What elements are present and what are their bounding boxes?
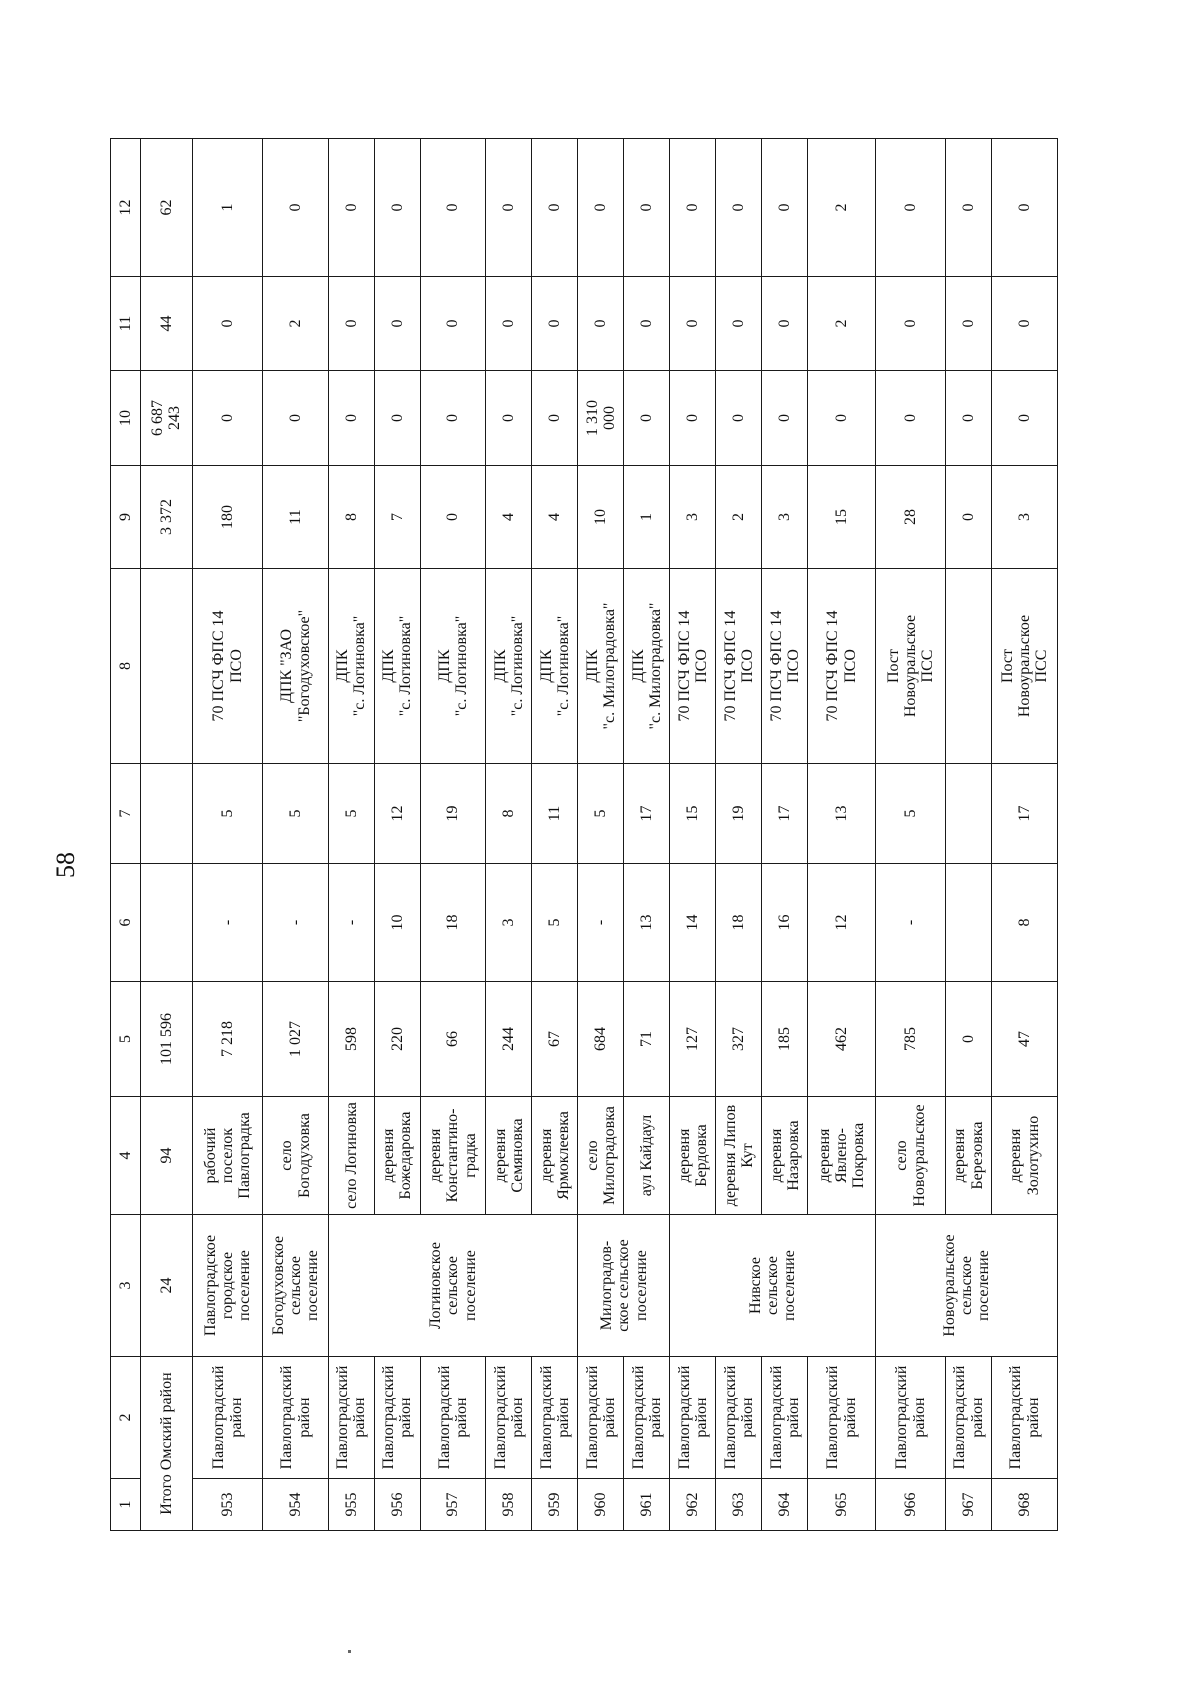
c7-cell: 17: [992, 764, 1058, 864]
c12-cell: 0: [578, 139, 624, 277]
c6-cell: 8: [992, 864, 1058, 982]
table-body: [111, 139, 1058, 1531]
row-number: 960: [578, 1479, 624, 1531]
population-cell: 127: [670, 982, 716, 1097]
unit-cell: 70 ПСЧ ФПС 14 ПСО: [762, 569, 808, 764]
unit-cell: ДПК "с. Логиновка": [486, 569, 532, 764]
c11-cell: 0: [420, 277, 486, 371]
district-cell: Павлоградский район: [762, 1357, 808, 1479]
settlement-cell: село Богодуховка: [263, 1097, 329, 1215]
c6-cell: [946, 864, 992, 982]
c9-cell: 4: [532, 466, 578, 569]
settlement-cell: деревня Явлено- Покровка: [808, 1097, 876, 1215]
c9-cell: 0: [420, 466, 486, 569]
settlement-cell: село Новоуральское: [876, 1097, 946, 1215]
c7-cell: 19: [716, 764, 762, 864]
c6-cell: 18: [716, 864, 762, 982]
c11-cell: 0: [716, 277, 762, 371]
column-number: 11: [111, 277, 141, 371]
c6-cell: -: [876, 864, 946, 982]
column-number-row: [111, 139, 141, 1531]
settlement-cell: аул Кайдаул: [624, 1097, 670, 1215]
row-number: 967: [946, 1479, 992, 1531]
column-number: 3: [111, 1215, 141, 1357]
district-cell: Павлоградский район: [328, 1357, 374, 1479]
c7-cell: 17: [762, 764, 808, 864]
row-number: 954: [263, 1479, 329, 1531]
c12-cell: 0: [532, 139, 578, 277]
c7-cell: [946, 764, 992, 864]
c10-cell: 0: [420, 371, 486, 466]
c10-cell: 0: [808, 371, 876, 466]
column-number: 5: [111, 982, 141, 1097]
row-number: 962: [670, 1479, 716, 1531]
table-row: [193, 139, 263, 1531]
c7-cell: 5: [193, 764, 263, 864]
c10-cell: 0: [486, 371, 532, 466]
district-cell: Павлоградский район: [486, 1357, 532, 1479]
c10-cell: 0: [374, 371, 420, 466]
table-row: [876, 139, 946, 1531]
unit-cell: ДПК "с. Логиновка": [374, 569, 420, 764]
c11-cell: 0: [578, 277, 624, 371]
row-number: 959: [532, 1479, 578, 1531]
c10-cell: 0: [532, 371, 578, 466]
c6-cell: 16: [762, 864, 808, 982]
settlements-table: [110, 138, 1058, 1531]
c7-cell: 5: [328, 764, 374, 864]
settlement-cell: деревня Божедаровка: [374, 1097, 420, 1215]
unit-cell: Пост Новоуральское ПСС: [876, 569, 946, 764]
table-row: [670, 139, 716, 1531]
c9-cell: 3: [992, 466, 1058, 569]
c11-cell: 0: [328, 277, 374, 371]
c7-cell: 11: [532, 764, 578, 864]
c9-cell: 2: [716, 466, 762, 569]
settlement-cell: деревня Липов Кут: [716, 1097, 762, 1215]
population-cell: 327: [716, 982, 762, 1097]
population-cell: 244: [486, 982, 532, 1097]
c9-cell: 28: [876, 466, 946, 569]
c9-cell: 180: [193, 466, 263, 569]
c12-cell: 2: [808, 139, 876, 277]
total-cell: [140, 864, 193, 982]
municipality-cell: Нивское сельское поселение: [670, 1215, 876, 1357]
total-population: 101 596: [140, 982, 193, 1097]
c9-cell: 10: [578, 466, 624, 569]
c6-cell: -: [263, 864, 329, 982]
district-cell: Павлоградский район: [420, 1357, 486, 1479]
column-number: 12: [111, 139, 141, 277]
c10-cell: 0: [193, 371, 263, 466]
row-number: 958: [486, 1479, 532, 1531]
table-row: [578, 139, 624, 1531]
c6-cell: 3: [486, 864, 532, 982]
c9-cell: 8: [328, 466, 374, 569]
c10-cell: 0: [762, 371, 808, 466]
table-row: [328, 139, 374, 1531]
total-c11: 44: [140, 277, 193, 371]
c12-cell: 0: [263, 139, 329, 277]
total-municipalities: 24: [140, 1215, 193, 1357]
page-number: 58: [51, 852, 80, 878]
unit-cell: Пост Новоуральское ПСС: [992, 569, 1058, 764]
total-row: [140, 139, 193, 1531]
district-cell: Павлоградский район: [716, 1357, 762, 1479]
population-cell: 66: [420, 982, 486, 1097]
c12-cell: 0: [328, 139, 374, 277]
population-cell: 7 218: [193, 982, 263, 1097]
c10-cell: 0: [328, 371, 374, 466]
settlement-cell: деревня Назаровка: [762, 1097, 808, 1215]
column-number: 7: [111, 764, 141, 864]
settlement-cell: село Милоградовка: [578, 1097, 624, 1215]
c10-cell: 1 310 000: [578, 371, 624, 466]
c6-cell: 18: [420, 864, 486, 982]
unit-cell: 70 ПСЧ ФПС 14 ПСО: [670, 569, 716, 764]
column-number: 2: [111, 1357, 141, 1479]
c6-cell: -: [328, 864, 374, 982]
district-cell: Павлоградский район: [624, 1357, 670, 1479]
district-cell: Павлоградский район: [578, 1357, 624, 1479]
total-c9: 3 372: [140, 466, 193, 569]
unit-cell: ДПК "с. Милоградовка": [578, 569, 624, 764]
c12-cell: 0: [624, 139, 670, 277]
c11-cell: 2: [263, 277, 329, 371]
c7-cell: 19: [420, 764, 486, 864]
c11-cell: 0: [624, 277, 670, 371]
c6-cell: -: [578, 864, 624, 982]
population-cell: 462: [808, 982, 876, 1097]
row-number: 963: [716, 1479, 762, 1531]
population-cell: 220: [374, 982, 420, 1097]
c6-cell: 5: [532, 864, 578, 982]
c11-cell: 0: [762, 277, 808, 371]
c12-cell: 0: [486, 139, 532, 277]
c9-cell: 1: [624, 466, 670, 569]
settlement-cell: деревня Константино- градка: [420, 1097, 486, 1215]
table-row: [263, 139, 329, 1531]
column-number: 10: [111, 371, 141, 466]
unit-cell: ДПК "с. Логиновка": [420, 569, 486, 764]
unit-cell: ДПК "ЗАО "Богодуховское": [263, 569, 329, 764]
unit-cell: ДПК "с. Логиновка": [328, 569, 374, 764]
row-number: 964: [762, 1479, 808, 1531]
total-c10: 6 687 243: [140, 371, 193, 466]
settlement-cell: деревня Золотухино: [992, 1097, 1058, 1215]
c6-cell: -: [193, 864, 263, 982]
c11-cell: 0: [486, 277, 532, 371]
unit-cell: 70 ПСЧ ФПС 14 ПСО: [193, 569, 263, 764]
district-cell: Павлоградский район: [263, 1357, 329, 1479]
c7-cell: 15: [670, 764, 716, 864]
district-cell: Павлоградский район: [374, 1357, 420, 1479]
c11-cell: 2: [808, 277, 876, 371]
c10-cell: 0: [992, 371, 1058, 466]
c9-cell: 3: [670, 466, 716, 569]
unit-cell: [946, 569, 992, 764]
c7-cell: 5: [876, 764, 946, 864]
district-cell: Павлоградский район: [992, 1357, 1058, 1479]
c12-cell: 0: [420, 139, 486, 277]
c7-cell: 5: [578, 764, 624, 864]
c12-cell: 0: [992, 139, 1058, 277]
c10-cell: 0: [716, 371, 762, 466]
c10-cell: 0: [670, 371, 716, 466]
c11-cell: 0: [992, 277, 1058, 371]
c7-cell: 17: [624, 764, 670, 864]
column-number: 4: [111, 1097, 141, 1215]
c9-cell: 15: [808, 466, 876, 569]
c6-cell: 12: [808, 864, 876, 982]
total-cell: [140, 569, 193, 764]
c7-cell: 13: [808, 764, 876, 864]
c10-cell: 0: [876, 371, 946, 466]
district-cell: Павлоградский район: [670, 1357, 716, 1479]
column-number: 6: [111, 864, 141, 982]
population-cell: 684: [578, 982, 624, 1097]
c10-cell: 0: [946, 371, 992, 466]
c10-cell: 0: [624, 371, 670, 466]
c11-cell: 0: [374, 277, 420, 371]
population-cell: 0: [946, 982, 992, 1097]
population-cell: 785: [876, 982, 946, 1097]
district-cell: Павлоградский район: [532, 1357, 578, 1479]
row-number: 955: [328, 1479, 374, 1531]
c7-cell: 8: [486, 764, 532, 864]
population-cell: 47: [992, 982, 1058, 1097]
total-label: Итого Омский район: [140, 1357, 193, 1531]
row-number: 961: [624, 1479, 670, 1531]
row-number: 968: [992, 1479, 1058, 1531]
settlement-cell: деревня Ярмоклеевка: [532, 1097, 578, 1215]
settlement-cell: деревня Семяновка: [486, 1097, 532, 1215]
c10-cell: 0: [263, 371, 329, 466]
municipality-cell: Богодуховское сельское поселение: [263, 1215, 329, 1357]
municipality-cell: Милоградов- ское сельское поселение: [578, 1215, 670, 1357]
municipality-cell: Павлоградское городское поселение: [193, 1215, 263, 1357]
row-number: 953: [193, 1479, 263, 1531]
scan-speck: [348, 1650, 351, 1653]
c9-cell: 3: [762, 466, 808, 569]
row-number: 956: [374, 1479, 420, 1531]
c12-cell: 0: [374, 139, 420, 277]
c9-cell: 4: [486, 466, 532, 569]
c12-cell: 0: [716, 139, 762, 277]
c6-cell: 13: [624, 864, 670, 982]
c12-cell: 1: [193, 139, 263, 277]
population-cell: 1 027: [263, 982, 329, 1097]
c11-cell: 0: [946, 277, 992, 371]
district-cell: Павлоградский район: [193, 1357, 263, 1479]
municipality-cell: Новоуральское сельское поселение: [876, 1215, 1058, 1357]
c12-cell: 0: [876, 139, 946, 277]
c6-cell: 14: [670, 864, 716, 982]
unit-cell: ДПК "с. Логиновка": [532, 569, 578, 764]
population-cell: 71: [624, 982, 670, 1097]
c7-cell: 5: [263, 764, 329, 864]
population-cell: 185: [762, 982, 808, 1097]
total-c12: 62: [140, 139, 193, 277]
row-number: 957: [420, 1479, 486, 1531]
column-number: 8: [111, 569, 141, 764]
population-cell: 67: [532, 982, 578, 1097]
settlement-cell: село Логиновка: [328, 1097, 374, 1215]
c11-cell: 0: [193, 277, 263, 371]
total-cell: [140, 764, 193, 864]
unit-cell: ДПК "с. Милоградовка": [624, 569, 670, 764]
c12-cell: 0: [946, 139, 992, 277]
row-number: 965: [808, 1479, 876, 1531]
c11-cell: 0: [670, 277, 716, 371]
district-cell: Павлоградский район: [808, 1357, 876, 1479]
c11-cell: 0: [876, 277, 946, 371]
c12-cell: 0: [670, 139, 716, 277]
population-cell: 598: [328, 982, 374, 1097]
c12-cell: 0: [762, 139, 808, 277]
total-settlements: 94: [140, 1097, 193, 1215]
c7-cell: 12: [374, 764, 420, 864]
c11-cell: 0: [532, 277, 578, 371]
c6-cell: 10: [374, 864, 420, 982]
district-cell: Павлоградский район: [876, 1357, 946, 1479]
c9-cell: 11: [263, 466, 329, 569]
settlement-cell: рабочий поселок Павлоградка: [193, 1097, 263, 1215]
c9-cell: 7: [374, 466, 420, 569]
settlement-cell: деревня Березовка: [946, 1097, 992, 1215]
district-cell: Павлоградский район: [946, 1357, 992, 1479]
settlement-cell: деревня Бердовка: [670, 1097, 716, 1215]
unit-cell: 70 ПСЧ ФПС 14 ПСО: [716, 569, 762, 764]
municipality-cell: Логиновское сельское поселение: [328, 1215, 578, 1357]
column-number: 9: [111, 466, 141, 569]
row-number: 966: [876, 1479, 946, 1531]
unit-cell: 70 ПСЧ ФПС 14 ПСО: [808, 569, 876, 764]
c9-cell: 0: [946, 466, 992, 569]
column-number: 1: [111, 1479, 141, 1531]
